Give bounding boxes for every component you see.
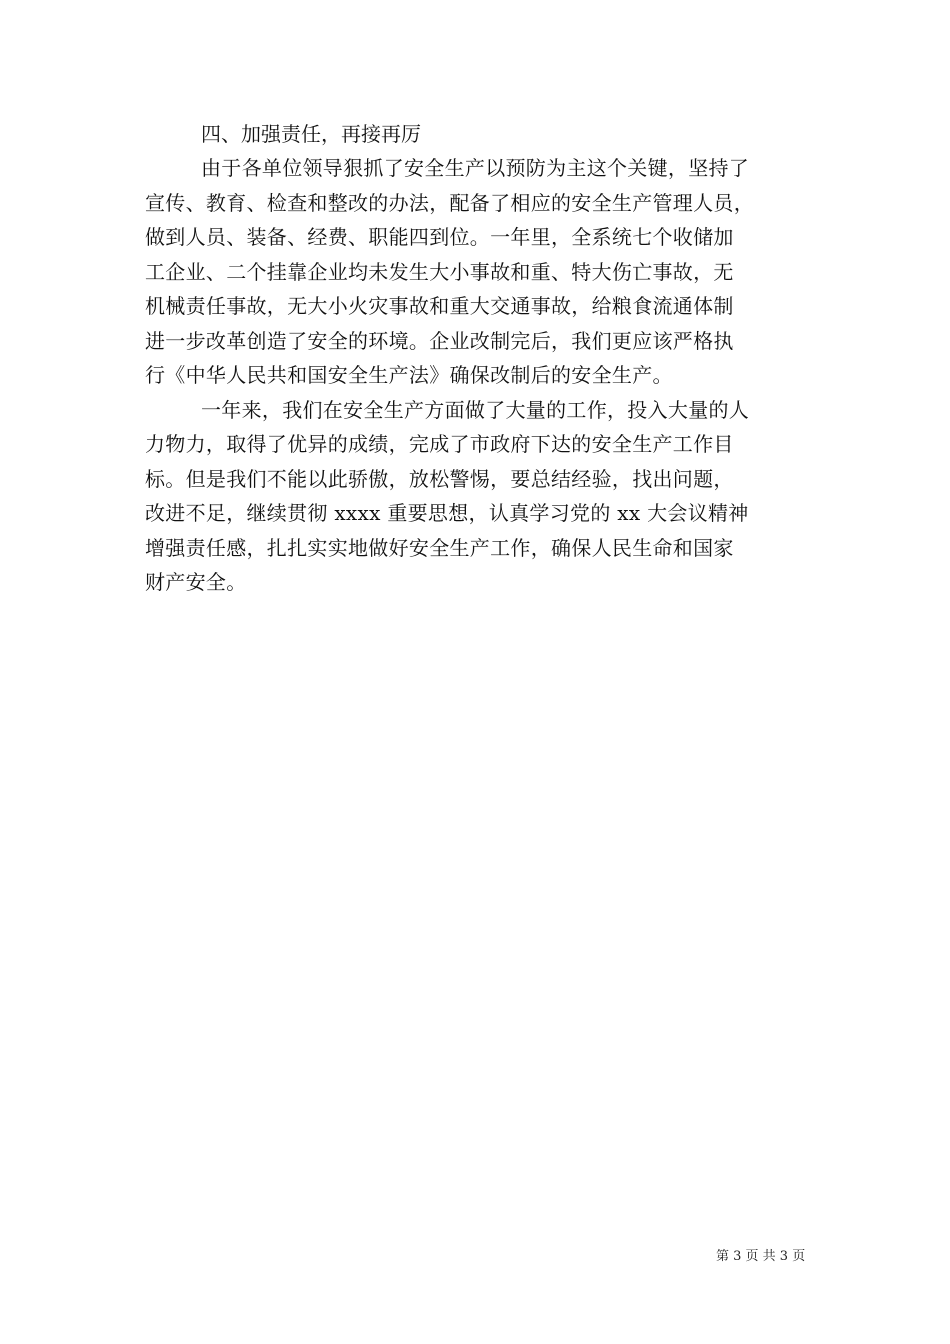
paragraph-line: 标。但是我们不能以此骄傲，放松警惕，要总结经验，找出问题， [145,466,734,491]
paragraph-line: 机械责任事故，无大小火灾事故和重大交通事故，给粮食流通体制 [145,294,734,318]
paragraph-line: 宣传、教育、检查和整改的办法，配备了相应的安全生产管理人员， [145,190,754,215]
paragraph-line: 工企业、二个挂靠企业均未发生大小事故和重、特大伤亡事故，无 [145,259,734,284]
paragraph-line: 做到人员、装备、经费、职能四到位。一年里，全系统七个收储加 [145,225,734,249]
paragraph-line: 增强责任感，扎扎实实地做好安全生产工作，确保人民生命和国家 [145,535,734,560]
paragraph-line: 行《中华人民共和国安全生产法》确保改制后的安全生产。 [145,363,673,387]
paragraph-2 [145,393,810,600]
paragraph-line: 财产安全。 [145,570,247,594]
paragraph-line: 力物力，取得了优异的成绩，完成了市政府下达的安全生产工作目 [145,432,734,456]
document-body [145,117,810,600]
paragraph-line: 一年来，我们在安全生产方面做了大量的工作，投入大量的人 [201,397,750,422]
paragraph-line: 由于各单位领导狠抓了安全生产以预防为主这个关键，坚持了 [201,156,750,180]
page-number-footer: 第 3 页 共 3 页 [716,1249,806,1264]
section-heading: 四、加强责任，再接再厉 [201,122,421,146]
paragraph-1 [145,151,810,393]
paragraph-line: 改进不足，继续贯彻 xxxx 重要思想，认真学习党的 xx 大会议精神 [145,501,749,525]
paragraph-line: 进一步改革创造了安全的环境。企业改制完后，我们更应该严格执 [145,328,734,353]
